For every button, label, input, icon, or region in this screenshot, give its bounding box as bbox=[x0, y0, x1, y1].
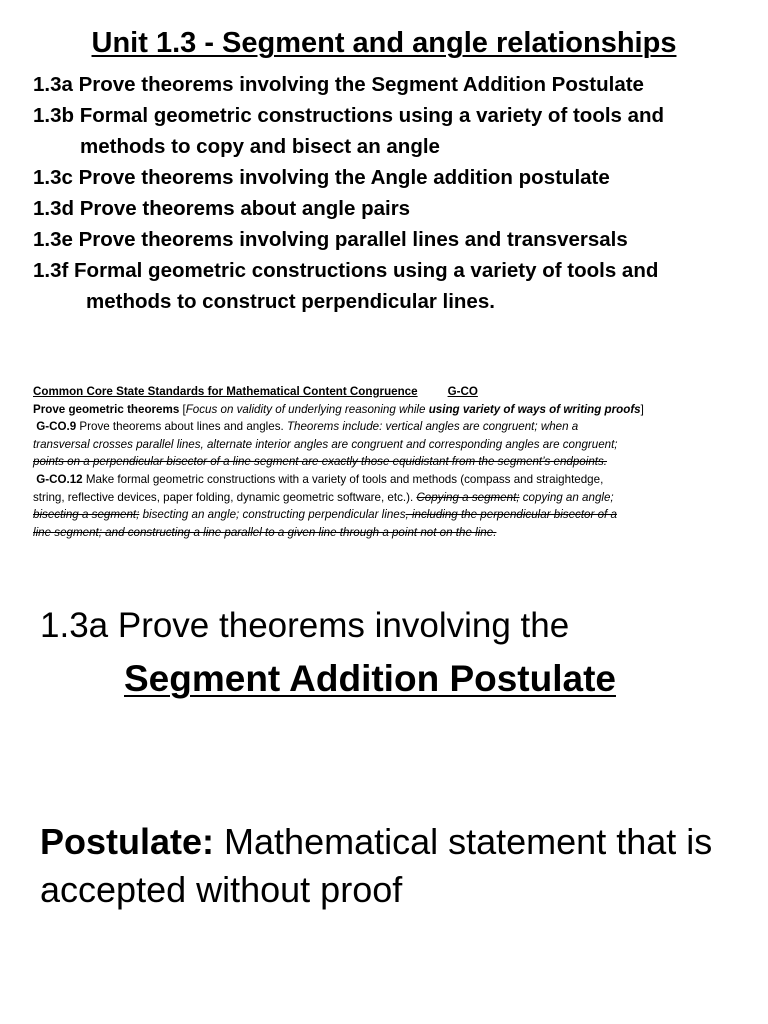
standard-gco12-line3 bbox=[33, 506, 748, 524]
standard-gco9-strike: points on a perpendicular bisector of a line segment are exactly those equidistant from the segment’s endpoints. bbox=[33, 455, 608, 469]
standard-code: G-CO.12 bbox=[36, 472, 83, 486]
prove-label: Prove geometric theorems bbox=[33, 402, 180, 416]
objective-text: 1.3c Prove theorems involving the Angle addition postulate bbox=[33, 166, 610, 189]
definition-term: Postulate: bbox=[40, 821, 215, 862]
objective-text: 1.3e Prove theorems involving parallel lines and transversals bbox=[33, 228, 628, 251]
objective-item bbox=[33, 69, 758, 100]
standards-header-text: Common Core State Standards for Mathematical Content Congruence bbox=[33, 385, 418, 398]
standard-italic: Theorems include: vertical angles are congruent; when a bbox=[286, 420, 579, 434]
standard-strike: Copying a segment; bbox=[416, 490, 520, 504]
section-heading-line1: 1.3a Prove theorems involving the bbox=[40, 606, 570, 645]
standards-prove-line bbox=[33, 401, 748, 419]
objective-text: 1.3a Prove theorems involving the Segment Addition Postulate bbox=[33, 73, 644, 96]
standard-italic: copying an angle; bbox=[519, 490, 614, 504]
bracket-close: ] bbox=[640, 402, 644, 416]
objectives-list bbox=[33, 69, 758, 317]
objective-text: 1.3f Formal geometric constructions using a variety of tools and bbox=[33, 259, 659, 282]
bracket-open: [ bbox=[179, 402, 186, 416]
section-heading-line2: Segment Addition Postulate bbox=[124, 658, 616, 699]
objective-item bbox=[33, 224, 758, 255]
objective-item bbox=[33, 162, 758, 193]
standard-gco12-line1 bbox=[33, 471, 748, 489]
objective-item bbox=[33, 193, 758, 224]
unit-title: Unit 1.3 - Segment and angle relationships bbox=[91, 27, 677, 59]
standard-gco12-line2 bbox=[33, 489, 748, 507]
standard-code: G-CO.9 bbox=[36, 420, 77, 434]
definition-text: Mathematical statement that is accepted without proof bbox=[40, 821, 713, 910]
objective-continuation: methods to copy and bisect an angle bbox=[80, 135, 440, 158]
standard-gco9-line1 bbox=[33, 418, 748, 436]
standard-text: Make formal geometric constructions with a variety of tools and methods (compass and straightedge, bbox=[82, 472, 604, 486]
prove-bold: using variety of ways of writing proofs bbox=[428, 402, 641, 416]
objective-item bbox=[33, 255, 758, 317]
objective-item bbox=[33, 100, 758, 162]
standard-italic: bisecting an angle; constructing perpendicular lines bbox=[139, 508, 406, 522]
standard-text: Prove theorems about lines and angles. bbox=[76, 420, 287, 434]
standard-strike: bisecting a segment; bbox=[33, 508, 140, 522]
standard-strike: , including the perpendicular bisector of a bbox=[405, 508, 617, 522]
objective-continuation: methods to construct perpendicular lines. bbox=[86, 290, 495, 313]
standards-header bbox=[33, 383, 748, 401]
standards-block bbox=[33, 383, 748, 541]
postulate-definition bbox=[40, 818, 755, 914]
objective-text: 1.3d Prove theorems about angle pairs bbox=[33, 197, 411, 220]
objective-text: 1.3b Formal geometric constructions using a variety of tools and bbox=[33, 104, 665, 127]
prove-focus: Focus on validity of underlying reasoning while bbox=[185, 402, 429, 416]
standard-gco12-line4: line segment; and constructing a line parallel to a given line through a point not on the line. bbox=[33, 525, 497, 539]
standard-text: string, reflective devices, paper folding, dynamic geometric software, etc.). bbox=[33, 490, 417, 504]
standard-gco9-line2: transversal crosses parallel lines, alternate interior angles are congruent and corresponding angles are congruent; bbox=[33, 437, 618, 451]
standards-header-code: G-CO bbox=[447, 385, 478, 398]
